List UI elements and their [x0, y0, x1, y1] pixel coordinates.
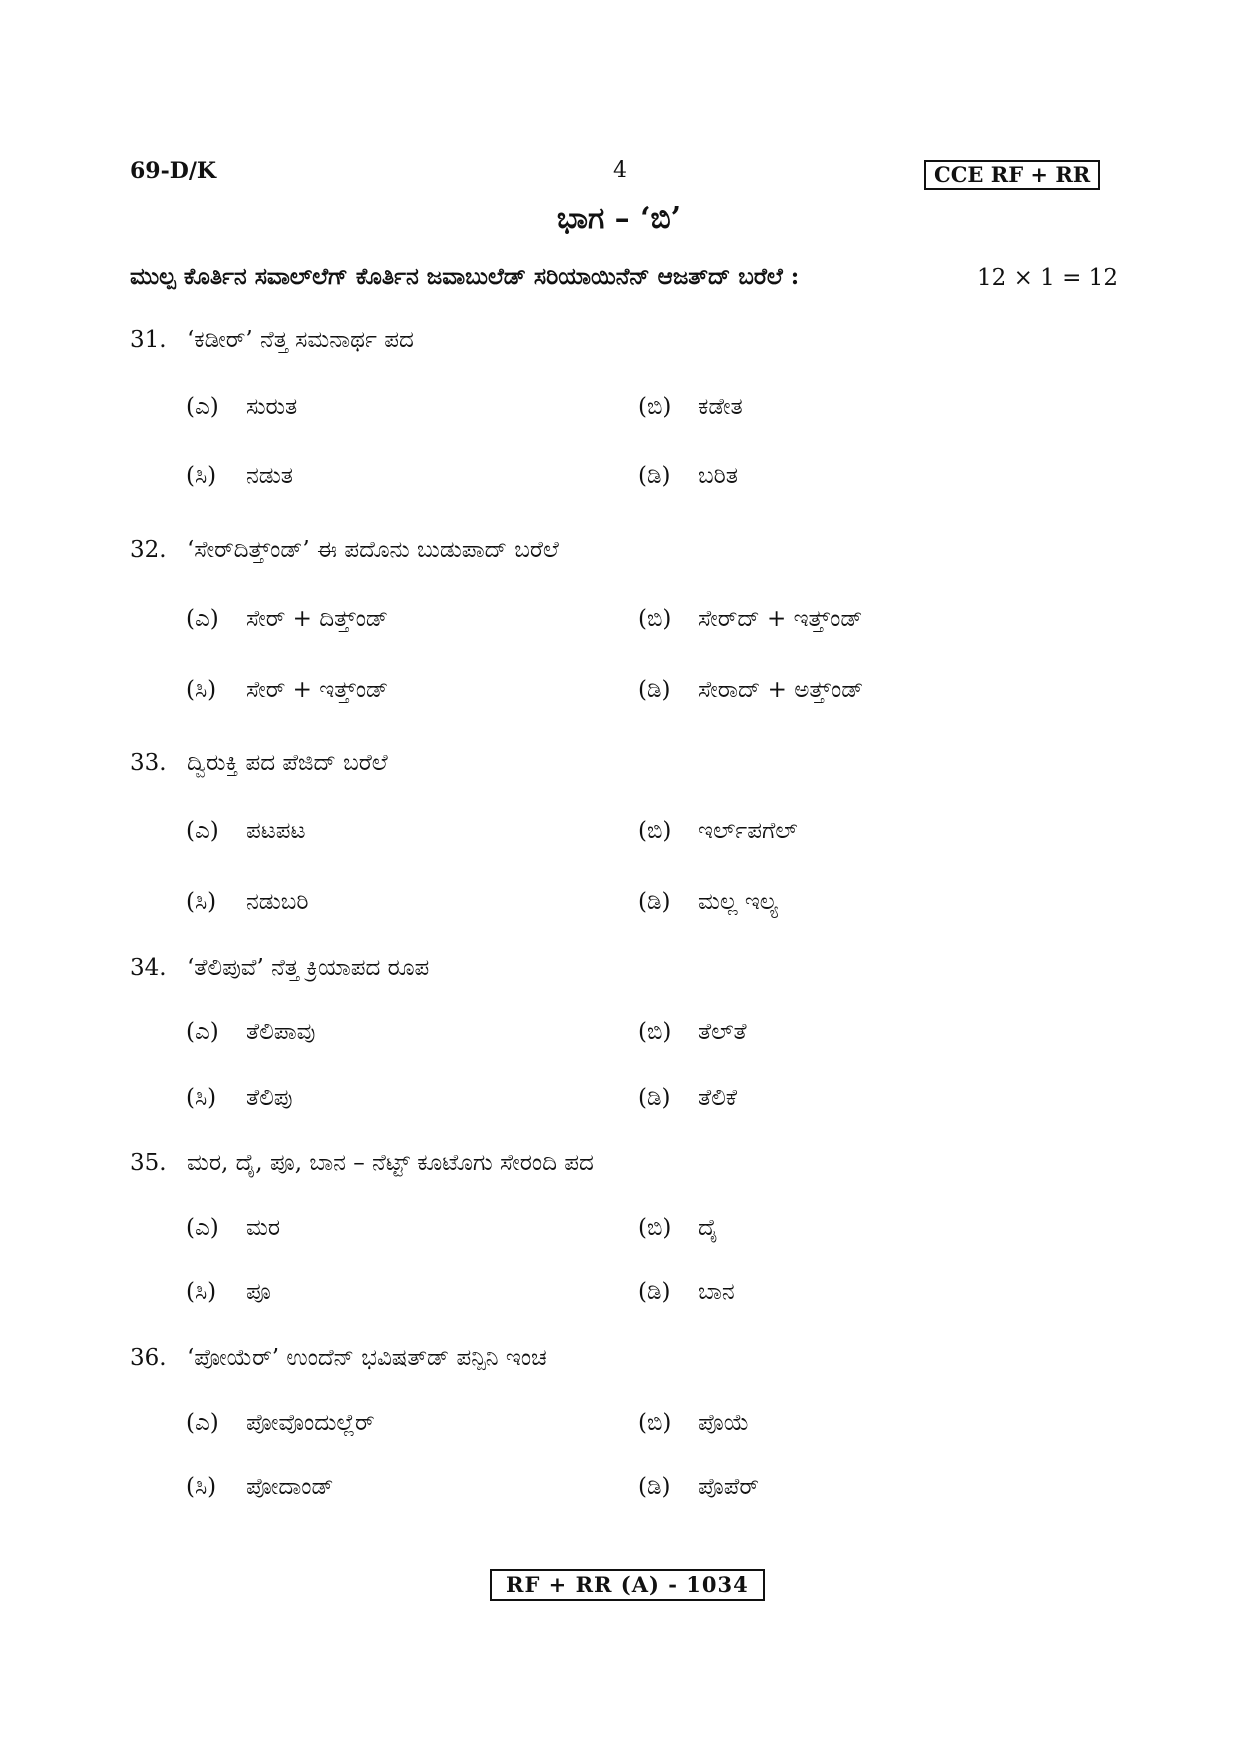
option-text: ಇರ್ಲ್‌ಪಗೆಲ್: [698, 818, 798, 844]
option-text: ನಡುಬರಿ: [246, 889, 309, 915]
question-34: [130, 955, 429, 981]
option-b: [638, 606, 862, 632]
option-text: ಸೇರ್ + ಇತ್ತ್ಂಡ್: [246, 677, 389, 703]
option-a: [186, 818, 306, 844]
question-text: ದ್ವಿರುಕ್ತಿ ಪದ ಪೆಜಿದ್ ಬರೆಲೆ: [187, 750, 388, 776]
option-text: ಪೋವೊಂದುಲ್ಲೆರ್: [246, 1410, 375, 1436]
option-c: [186, 463, 293, 489]
option-text: ಪೊಯೆ: [698, 1410, 750, 1436]
option-c: [186, 1279, 271, 1305]
option-text: ತೆಲಿಪಾವು: [246, 1019, 316, 1045]
option-label: (ಬಿ): [638, 818, 672, 844]
question-36: [130, 1345, 547, 1371]
question-number: 36.: [130, 1345, 167, 1371]
option-text: ಬಾನ: [698, 1279, 735, 1305]
option-text: ಪೋದಾಂಡ್: [246, 1474, 334, 1500]
option-label: (ಸಿ): [186, 889, 217, 915]
question-32: [130, 537, 559, 563]
option-label: (ಡಿ): [638, 1279, 671, 1305]
option-text: ಸೇರಾದ್ + ಅತ್ತ್ಂಡ್: [698, 677, 864, 703]
option-text: ಪೊಪೆರ್: [698, 1474, 759, 1500]
page-number: 4: [613, 158, 627, 183]
option-d: [638, 1279, 735, 1305]
option-label: (ಬಿ): [638, 1215, 672, 1241]
option-text: ಸುರುತ: [246, 394, 298, 420]
question-number: 34.: [130, 955, 167, 981]
option-label: (ಬಿ): [638, 1410, 672, 1436]
option-text: ಮಲ್ಲ ಇಲ್ಯ: [698, 889, 778, 915]
option-text: ತೆಲಿಪು: [246, 1085, 293, 1111]
option-text: ಸೇರ್ + ದಿತ್ತ್ಂಡ್: [246, 606, 389, 632]
option-label: (ಎ): [186, 1215, 219, 1241]
option-d: [638, 889, 778, 915]
option-b: [638, 1410, 749, 1436]
option-label: (ಎ): [186, 394, 219, 420]
option-label: (ಸಿ): [186, 677, 217, 703]
option-label: (ಎ): [186, 1019, 219, 1045]
option-label: (ಎ): [186, 606, 219, 632]
option-a: [186, 1019, 315, 1045]
option-b: [638, 1019, 747, 1045]
option-d: [638, 463, 738, 489]
marks-allocation: 12 × 1 = 12: [977, 265, 1118, 291]
question-text: ‘ಪೋಯೆರ್’ ಉಂದೆನ್ ಭವಿಷತ್‌ಡ್ ಪನ್ಪಿನಿ ಇಂಚ: [187, 1345, 547, 1371]
footer-code-box: RF + RR (A) - 1034: [490, 1569, 765, 1601]
question-text: ಮರ, ದೈ, ಪೂ, ಬಾನ – ನೆಟ್ಟ್ ಕೂಟೊಗು ಸೇರಂದಿ ಪದ: [187, 1150, 594, 1176]
question-text: ‘ಕಡೀರ್’ ನೆತ್ತ ಸಮನಾರ್ಥ ಪದ: [187, 327, 414, 353]
option-text: ನಡುತ: [246, 463, 293, 489]
option-d: [638, 677, 863, 703]
option-a: [186, 1215, 280, 1241]
series-box: CCE RF + RR: [924, 160, 1100, 190]
question-31: [130, 327, 414, 353]
option-text: ಪೂ: [246, 1279, 271, 1305]
option-text: ತೆಲಿಕೆ: [698, 1085, 738, 1111]
option-label: (ಡಿ): [638, 1474, 671, 1500]
option-d: [638, 1085, 737, 1111]
option-label: (ಬಿ): [638, 1019, 672, 1045]
option-text: ಮರ: [246, 1215, 281, 1241]
option-label: (ಬಿ): [638, 606, 672, 632]
option-text: ದೈ: [698, 1215, 718, 1241]
question-text: ‘ಸೇರ್‌ದಿತ್ತ್ಂಡ್’ ಈ ಪದೊನು ಬುಡುಪಾದ್ ಬರೆಲೆ: [187, 537, 559, 563]
option-label: (ಎ): [186, 818, 219, 844]
option-label: (ಸಿ): [186, 463, 217, 489]
option-a: [186, 1410, 375, 1436]
option-label: (ಡಿ): [638, 889, 671, 915]
question-number: 32.: [130, 537, 167, 563]
paper-code: 69-D/K: [130, 158, 216, 184]
option-label: (ಡಿ): [638, 463, 671, 489]
option-c: [186, 1474, 334, 1500]
option-label: (ಸಿ): [186, 1085, 217, 1111]
question-33: [130, 750, 388, 776]
option-text: ಬರಿತ: [698, 463, 738, 489]
option-text: ತೆಲ್‌ತೆ: [698, 1019, 747, 1045]
option-text: ಪಟಪಟ: [246, 818, 306, 844]
question-text: ‘ತೆಲಿಪುವೆ’ ನೆತ್ತ ಕ್ರಿಯಾಪದ ರೂಪ: [187, 955, 430, 981]
option-c: [186, 889, 308, 915]
option-text: ಕಡೇತ: [698, 394, 743, 420]
option-b: [638, 818, 798, 844]
option-c: [186, 677, 388, 703]
option-a: [186, 606, 388, 632]
section-title: ಭಾಗ – ‘ಬಿ’: [556, 201, 682, 236]
question-number: 31.: [130, 327, 167, 353]
option-label: (ಎ): [186, 1410, 219, 1436]
option-c: [186, 1085, 292, 1111]
option-label: (ಸಿ): [186, 1279, 217, 1305]
question-number: 35.: [130, 1150, 167, 1176]
option-label: (ಡಿ): [638, 1085, 671, 1111]
option-b: [638, 1215, 718, 1241]
option-text: ಸೇರ್‌ದ್ + ಇತ್ತ್ಂಡ್: [698, 606, 863, 632]
option-label: (ಡಿ): [638, 677, 671, 703]
option-label: (ಬಿ): [638, 394, 672, 420]
option-b: [638, 394, 743, 420]
option-label: (ಸಿ): [186, 1474, 217, 1500]
instructions-text: ಮುಲ್ಪ ಕೊರ್ತಿನ ಸವಾಲ್‌ಲೆಗ್ ಕೊರ್ತಿನ ಜವಾಬುಲೆಡ್ ಸರಿಯಾಯಿನೆನ್ ಆಜತ್‌ದ್ ಬರೆಲೆ :: [130, 263, 800, 290]
question-35: [130, 1150, 594, 1176]
question-number: 33.: [130, 750, 167, 776]
option-d: [638, 1474, 759, 1500]
option-a: [186, 394, 297, 420]
